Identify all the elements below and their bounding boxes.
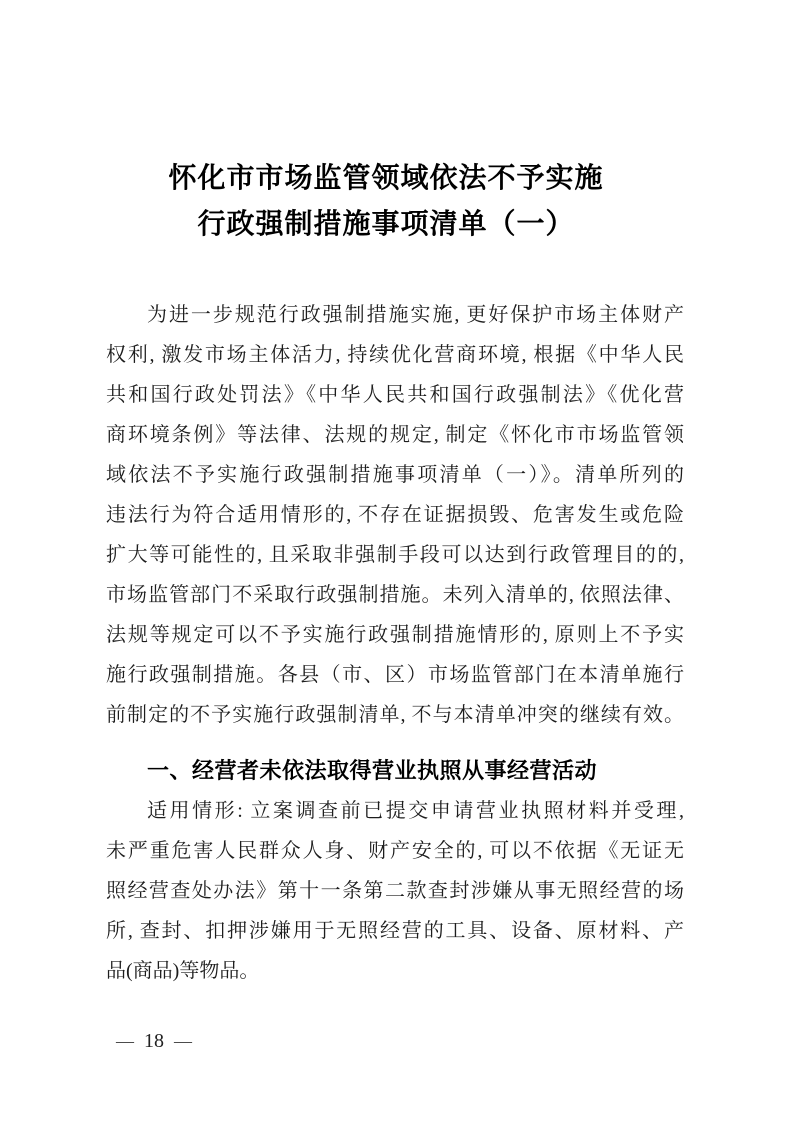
text-line: 共和国行政处罚法》《中华人民共和国行政强制法》《优化营 xyxy=(106,384,684,406)
section-heading-item-1: 一、经营者未依法取得营业执照从事经营活动 xyxy=(147,758,598,783)
text-line: 照经营查处办法》第十一条第二款查封涉嫌从事无照经营的场 xyxy=(106,880,684,902)
intro-paragraph xyxy=(106,295,684,735)
text-line: 权利, 激发市场主体活力, 持续优化营商环境, 根据《中华人民 xyxy=(106,344,684,366)
document-title xyxy=(96,156,676,248)
page-footer xyxy=(116,1030,192,1053)
text-line: 违法行为符合适用情形的, 不存在证据损毁、危害发生或危险 xyxy=(106,504,684,526)
text-line: 商环境条例》等法律、法规的规定, 制定《怀化市市场监管领 xyxy=(106,424,684,446)
text-line: 未严重危害人民群众人身、财产安全的, 可以不依据《无证无 xyxy=(106,840,684,862)
text-line: 为进一步规范行政强制措施实施, 更好保护市场主体财产 xyxy=(147,304,684,326)
title-line-2: 行政强制措施事项清单（一） xyxy=(197,209,575,240)
text-line: 扩大等可能性的, 且采取非强制手段可以达到行政管理目的的, xyxy=(106,544,684,566)
text-line: 适用情形: 立案调查前已提交申请营业执照材料并受理, xyxy=(147,800,684,822)
text-line: 所, 查封、扣押涉嫌用于无照经营的工具、设备、原材料、产 xyxy=(106,920,684,942)
text-line: 市场监管部门不采取行政强制措施。未列入清单的, 依照法律、 xyxy=(106,584,684,606)
text-line: 前制定的不予实施行政强制清单, 不与本清单冲突的继续有效。 xyxy=(106,704,684,726)
text-line: 法规等规定可以不予实施行政强制措施情形的, 原则上不予实 xyxy=(106,624,684,646)
text-line: 域依法不予实施行政强制措施事项清单（一）》。清单所列的 xyxy=(106,464,684,486)
footer-right-dash: — xyxy=(174,1031,192,1051)
text-line: 施行政强制措施。各县（市、区）市场监管部门在本清单施行 xyxy=(106,664,684,686)
footer-left-dash: — xyxy=(116,1031,134,1051)
title-line-1: 怀化市市场监管领域依法不予实施 xyxy=(168,163,604,194)
page-number: 18 xyxy=(144,1030,164,1052)
text-line: 品(商品)等物品。 xyxy=(106,960,260,982)
applicable-situation-paragraph xyxy=(106,791,684,991)
